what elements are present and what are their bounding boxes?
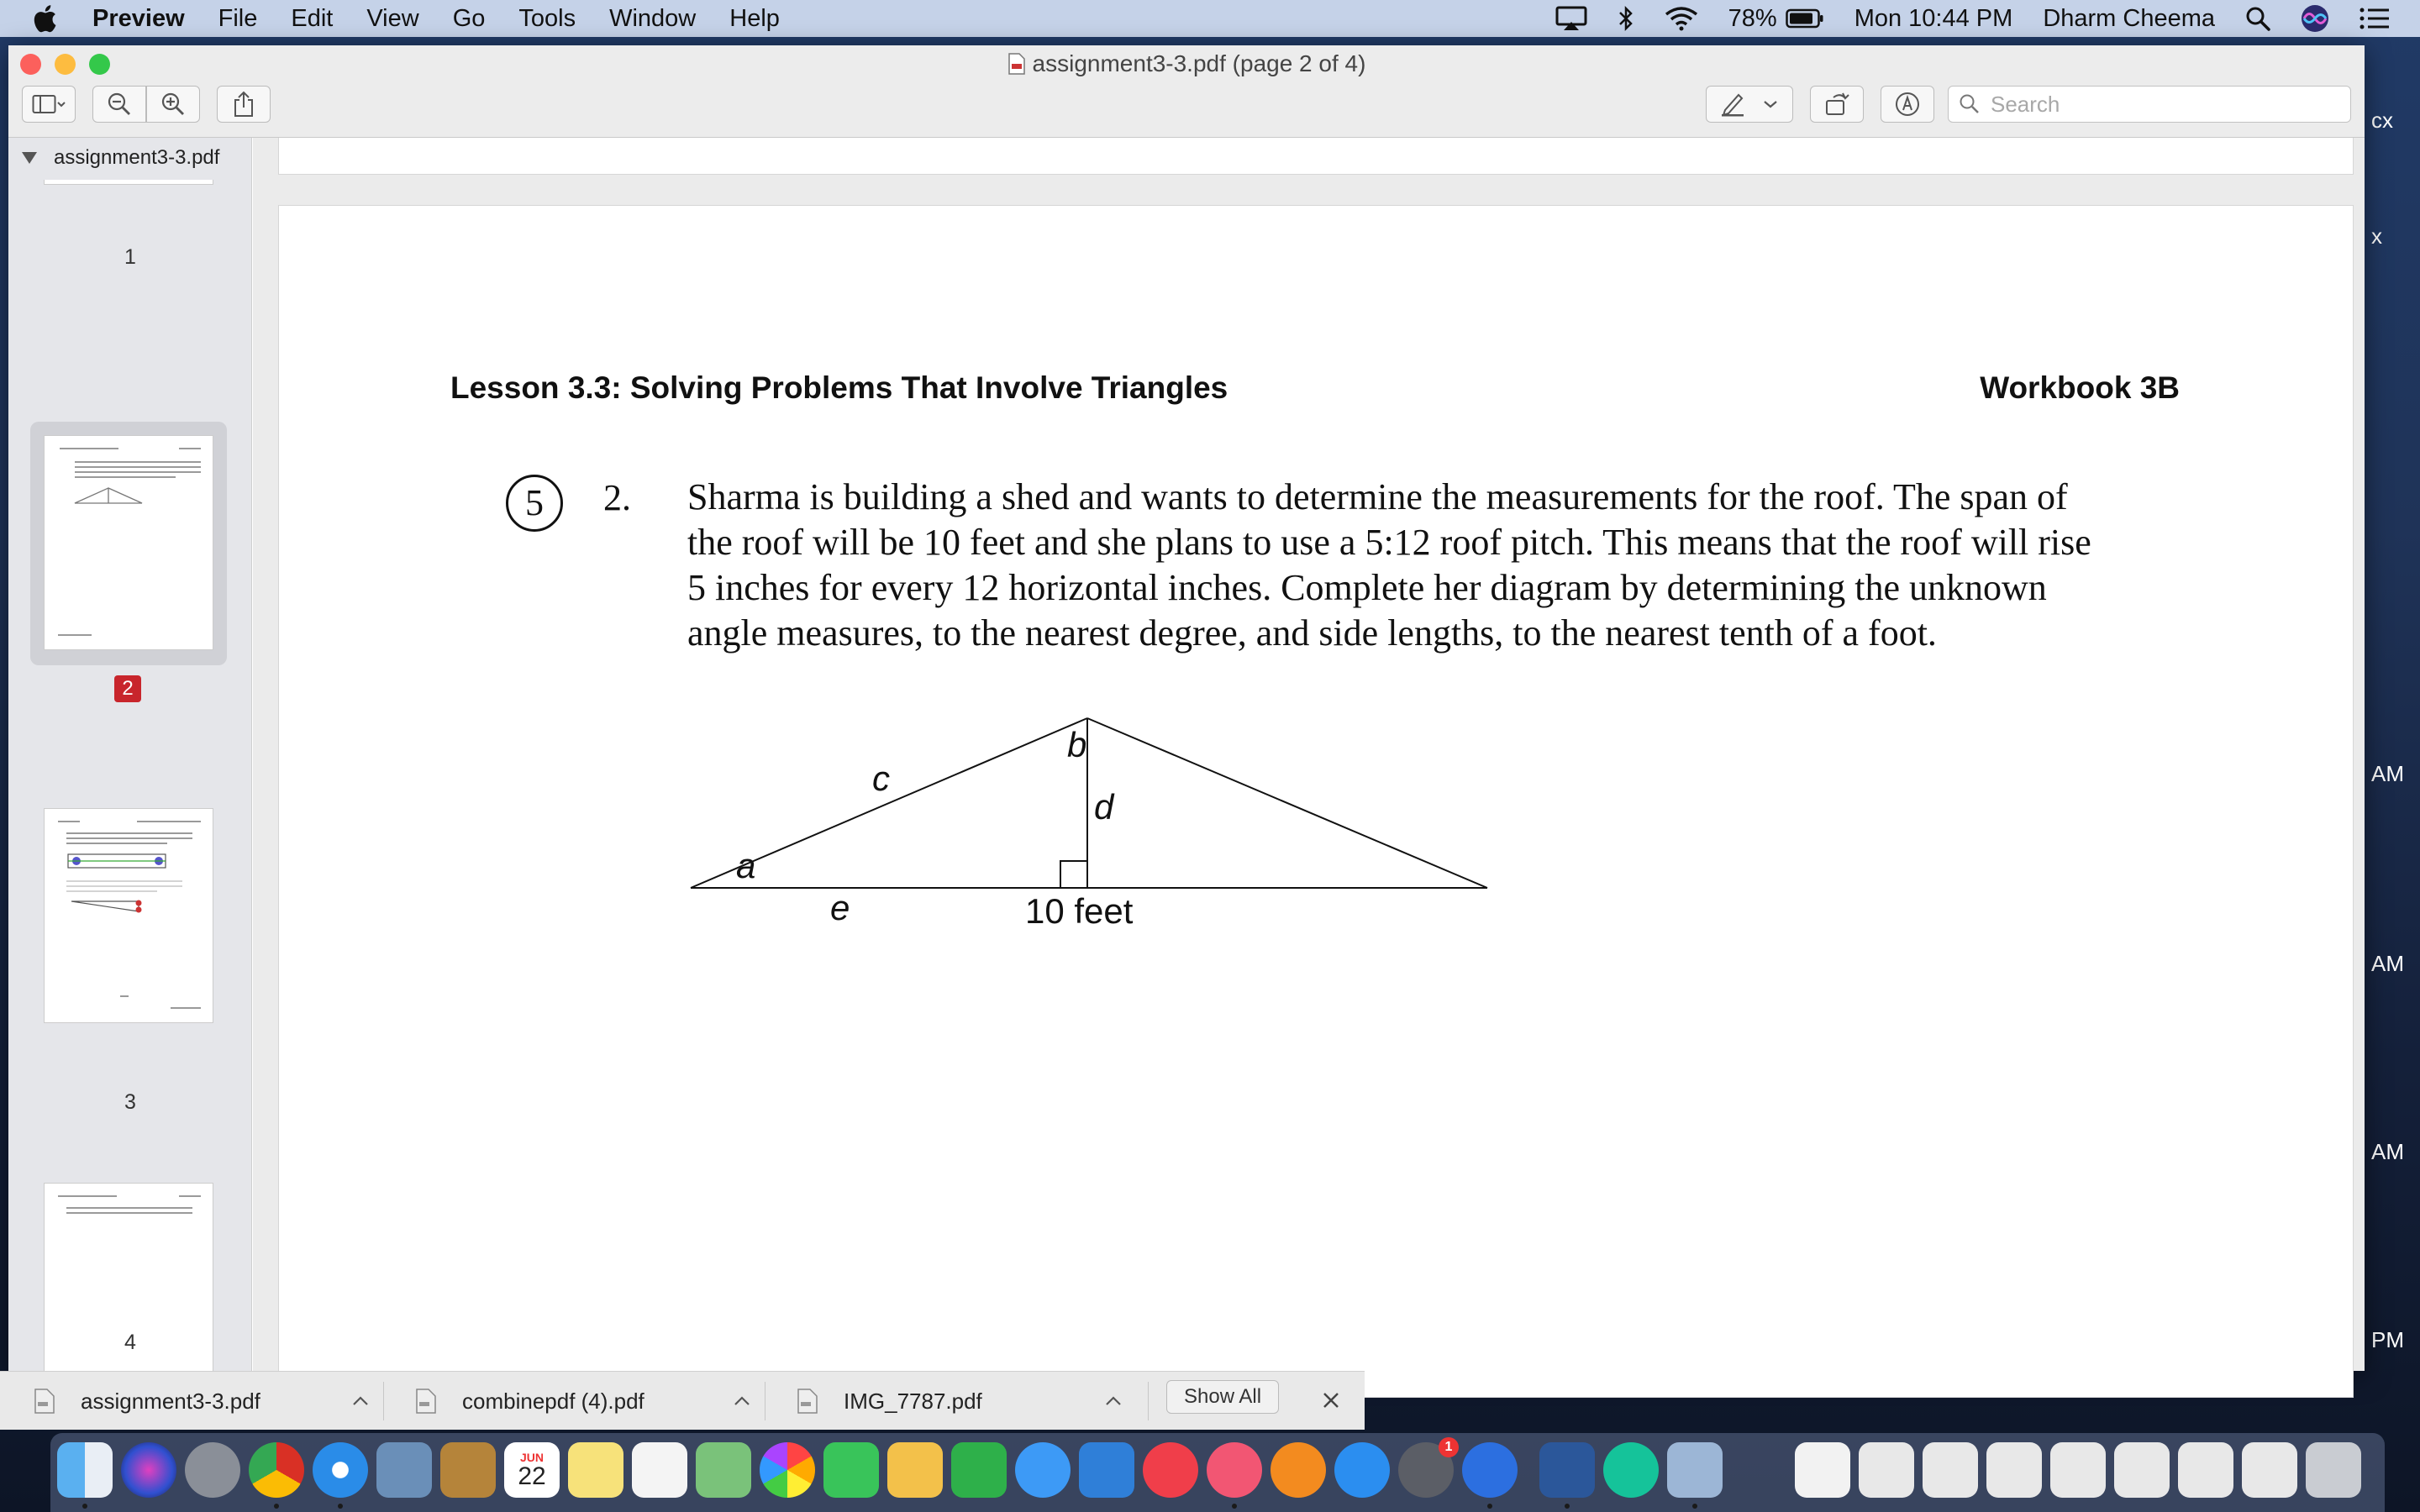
- preview-icon[interactable]: [1667, 1442, 1723, 1498]
- bluetooth-app-icon[interactable]: [1462, 1442, 1518, 1498]
- search-field[interactable]: [1948, 86, 2351, 123]
- numbers-icon[interactable]: [951, 1442, 1007, 1498]
- contacts-icon[interactable]: [440, 1442, 496, 1498]
- sidebar-document-header[interactable]: [22, 146, 219, 170]
- chevron-up-icon[interactable]: [351, 1395, 370, 1407]
- desktop-label: AM: [2371, 761, 2404, 786]
- roof-triangle-diagram: [682, 710, 1523, 945]
- search-icon: [1959, 93, 1981, 115]
- markup-pen-button[interactable]: [1706, 86, 1793, 123]
- menu-edit[interactable]: Edit: [291, 4, 334, 32]
- wifi-icon[interactable]: [1665, 6, 1698, 31]
- question-line: the roof will be 10 feet and she plans to use a 5:12 roof pitch. This means that the roof will rise: [687, 522, 2091, 563]
- label-c: c: [872, 759, 890, 798]
- menu-help[interactable]: Help: [729, 4, 780, 32]
- recent-document-icon[interactable]: [2050, 1442, 2106, 1498]
- bluetooth-icon[interactable]: [1618, 5, 1634, 32]
- dock: [50, 1433, 2385, 1512]
- app-store-icon[interactable]: [1334, 1442, 1390, 1498]
- download-filename: assignment3-3.pdf: [81, 1388, 260, 1414]
- running-indicator: [1692, 1504, 1697, 1509]
- document-view[interactable]: [253, 138, 2365, 1371]
- workbook-label: Workbook 3B: [1980, 370, 2180, 405]
- menu-go[interactable]: Go: [452, 4, 486, 32]
- title-bar: [8, 45, 2365, 138]
- zoom-out-icon: [107, 92, 132, 117]
- siri-icon[interactable]: [121, 1442, 176, 1498]
- running-indicator: [338, 1504, 343, 1509]
- menu-app-name[interactable]: Preview: [92, 4, 185, 32]
- page-number-2-selected[interactable]: 2: [114, 675, 141, 702]
- menu-bar: [0, 0, 2420, 37]
- trash-icon[interactable]: [2306, 1442, 2361, 1498]
- desktop-label: x: [2371, 223, 2382, 249]
- calendar-icon[interactable]: [504, 1442, 560, 1498]
- battery-icon[interactable]: [1786, 8, 1824, 29]
- grammarly-icon[interactable]: [1603, 1442, 1659, 1498]
- page-thumbnail-4[interactable]: [44, 1183, 213, 1398]
- download-item[interactable]: [415, 1372, 751, 1431]
- share-icon: [233, 91, 255, 118]
- sidebar-toggle-button[interactable]: [22, 86, 76, 123]
- calendar-day: 22: [518, 1462, 546, 1490]
- apple-icon[interactable]: [32, 4, 62, 33]
- word-icon[interactable]: [1539, 1442, 1595, 1498]
- menu-view[interactable]: View: [366, 4, 419, 32]
- running-indicator: [1565, 1504, 1570, 1509]
- running-indicator: [1232, 1504, 1237, 1509]
- question-line: angle measures, to the nearest degree, and side lengths, to the nearest tenth of a foot.: [687, 612, 1937, 654]
- menu-tools[interactable]: Tools: [518, 4, 576, 32]
- desktop-label: PM: [2371, 1327, 2404, 1352]
- question-text: [687, 475, 2200, 656]
- chevron-up-icon[interactable]: [1104, 1395, 1123, 1407]
- download-separator: [1148, 1382, 1149, 1420]
- window-title-text: assignment3-3.pdf (page 2 of 4): [1032, 50, 1366, 76]
- recent-document-icon[interactable]: [2114, 1442, 2170, 1498]
- page-number-1[interactable]: 1: [124, 245, 136, 269]
- running-indicator: [1487, 1504, 1492, 1509]
- pdf-file-icon: [415, 1389, 437, 1414]
- recent-document-icon[interactable]: [2242, 1442, 2297, 1498]
- desktop-label: AM: [2371, 1139, 2404, 1164]
- label-span: 10 feet: [1025, 891, 1134, 931]
- question-line: Sharma is building a shed and wants to determine the measurements for the roof. The span of: [687, 476, 2068, 517]
- pdf-file-icon: [1007, 53, 1026, 75]
- download-filename: IMG_7787.pdf: [844, 1388, 982, 1414]
- pdf-file-icon: [34, 1389, 55, 1414]
- download-separator: [383, 1382, 384, 1420]
- chevron-up-icon[interactable]: [733, 1395, 751, 1407]
- label-b: b: [1067, 725, 1087, 764]
- notification-badge: 1: [1439, 1437, 1459, 1457]
- page-thumbnail-2[interactable]: [44, 435, 213, 650]
- pdf-page-1-bottom: [278, 138, 2354, 175]
- right-angle-marker: [1060, 861, 1087, 888]
- recent-document-icon[interactable]: [1923, 1442, 1978, 1498]
- desktop-label: cx: [2371, 108, 2393, 133]
- label-e: e: [830, 888, 850, 927]
- chrome-icon[interactable]: [249, 1442, 304, 1498]
- siri-icon[interactable]: [2301, 4, 2329, 33]
- triangle-right-side: [1087, 718, 1487, 888]
- zoom-in-icon: [160, 92, 186, 117]
- page-thumbnail-1[interactable]: [44, 180, 213, 185]
- news-icon[interactable]: [1143, 1442, 1198, 1498]
- reminders-icon[interactable]: [632, 1442, 687, 1498]
- downloads-bar: [0, 1371, 1365, 1430]
- recent-document-icon[interactable]: [2178, 1442, 2233, 1498]
- zoom-out-button[interactable]: [92, 86, 146, 123]
- user-name[interactable]: Dharm Cheema: [2043, 4, 2215, 32]
- calendar-month: JUN: [519, 1451, 544, 1464]
- launchpad-icon[interactable]: [185, 1442, 240, 1498]
- pdf-page-2: [278, 205, 2354, 1398]
- label-a: a: [736, 846, 756, 885]
- running-indicator: [274, 1504, 279, 1509]
- maps-icon[interactable]: [696, 1442, 751, 1498]
- facetime-icon[interactable]: [823, 1442, 879, 1498]
- download-filename: combinepdf (4).pdf: [462, 1388, 644, 1414]
- markup-toolbar-button[interactable]: [1881, 86, 1934, 123]
- question-number: 2.: [603, 477, 631, 518]
- lesson-title: Lesson 3.3: Solving Problems That Involve Triangles: [450, 370, 1228, 405]
- sidebar-icon: [32, 94, 66, 114]
- chevron-down-icon: [1762, 99, 1779, 109]
- question-line: 5 inches for every 12 horizontal inches. Complete her diagram by determining the unknown: [687, 567, 2047, 608]
- notification-center-icon[interactable]: [2360, 7, 2390, 30]
- sidebar-document-name: assignment3-3.pdf: [54, 146, 220, 169]
- notes-icon[interactable]: [568, 1442, 623, 1498]
- show-all-button[interactable]: Show All: [1166, 1380, 1279, 1414]
- search-placeholder: Search: [1991, 91, 2060, 117]
- mail-icon[interactable]: [376, 1442, 432, 1498]
- running-indicator: [82, 1504, 87, 1509]
- pages-icon[interactable]: [887, 1442, 943, 1498]
- label-d: d: [1094, 787, 1114, 827]
- spotlight-icon[interactable]: [2245, 6, 2270, 31]
- download-item[interactable]: [797, 1372, 1123, 1431]
- document-stack-icon[interactable]: [1795, 1442, 1850, 1498]
- recent-document-icon[interactable]: [1859, 1442, 1914, 1498]
- rotate-icon: [1823, 91, 1850, 118]
- clock[interactable]: Mon 10:44 PM: [1854, 4, 2013, 32]
- rotate-button[interactable]: [1810, 86, 1864, 123]
- menu-window[interactable]: Window: [609, 4, 697, 32]
- disclosure-triangle-icon[interactable]: [22, 152, 37, 164]
- markup-icon: [1894, 91, 1921, 118]
- circled-number: 5: [506, 475, 563, 532]
- thumbnail-sidebar: [8, 138, 252, 1371]
- keynote-icon[interactable]: [1079, 1442, 1134, 1498]
- books-icon[interactable]: [1270, 1442, 1326, 1498]
- recent-document-icon[interactable]: [1986, 1442, 2042, 1498]
- page-number-4[interactable]: 4: [124, 1331, 136, 1354]
- desktop-label: AM: [2371, 951, 2404, 976]
- close-icon[interactable]: [1321, 1390, 1341, 1410]
- pen-icon: [1720, 92, 1750, 117]
- finder-icon[interactable]: [57, 1442, 113, 1498]
- page-number-3[interactable]: 3: [124, 1090, 136, 1114]
- safari-icon[interactable]: [313, 1442, 368, 1498]
- battery-percent[interactable]: 78%: [1728, 4, 1777, 32]
- menu-file[interactable]: File: [218, 4, 258, 32]
- preview-window: [8, 45, 2365, 1371]
- airplay-icon[interactable]: [1555, 6, 1587, 31]
- pdf-file-icon: [797, 1389, 818, 1414]
- page-thumbnail-3[interactable]: [44, 808, 213, 1023]
- photos-icon[interactable]: [760, 1442, 815, 1498]
- music-icon[interactable]: [1207, 1442, 1262, 1498]
- share-button[interactable]: [217, 86, 271, 123]
- window-title: [8, 50, 2365, 77]
- download-item[interactable]: [34, 1372, 370, 1431]
- system-preferences-icon[interactable]: [1398, 1442, 1454, 1498]
- zoom-in-button[interactable]: [146, 86, 200, 123]
- messages-icon[interactable]: [1015, 1442, 1071, 1498]
